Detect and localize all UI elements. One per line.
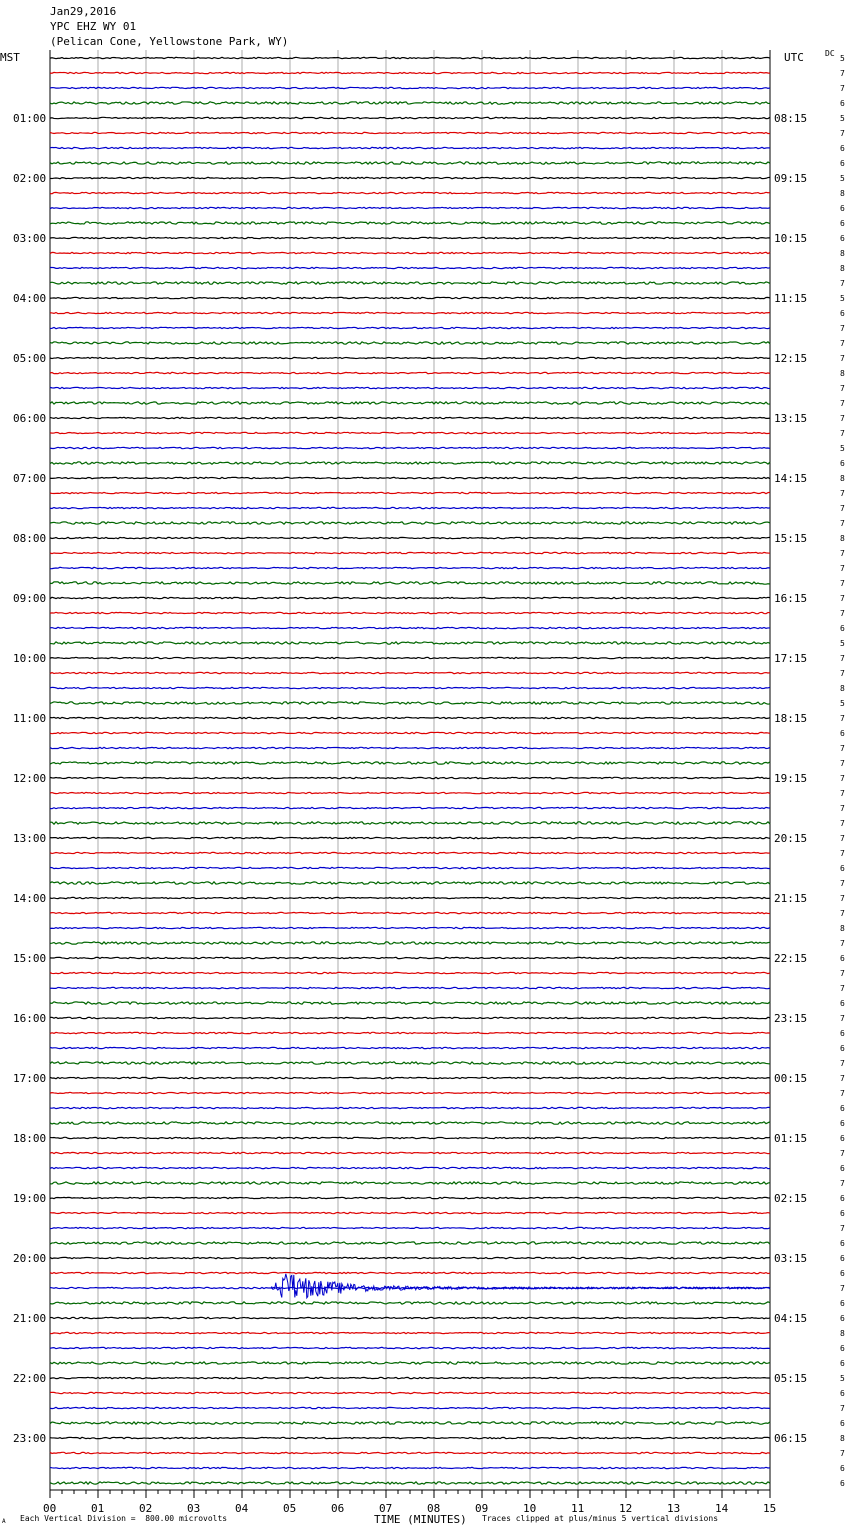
event-group	[271, 1274, 770, 1298]
dc-offset-label: 7	[840, 819, 845, 828]
left-hour-label: 16:00	[13, 1012, 47, 1025]
right-axis-label: UTC	[784, 51, 804, 64]
dc-offset-label: 7	[840, 519, 845, 528]
left-hour-label: 17:00	[13, 1072, 47, 1085]
left-hour-label: 03:00	[13, 232, 47, 245]
dc-offset-label: 8	[840, 924, 845, 933]
dc-offset-label: 8	[840, 1434, 845, 1443]
trace-row-50	[50, 807, 770, 808]
trace-row-89	[50, 1392, 770, 1393]
dc-offset-label: 7	[840, 1089, 845, 1098]
dc-offset-label: 7	[840, 744, 845, 753]
trace-row-78	[50, 1227, 770, 1228]
left-hour-label: 01:00	[13, 112, 47, 125]
trace-row-12	[50, 237, 770, 238]
dc-offset-label: 8	[840, 684, 845, 693]
dc-offset-label: 7	[840, 774, 845, 783]
dc-offset-label: 6	[840, 624, 845, 633]
right-hour-label: 01:15	[774, 1132, 808, 1145]
dc-offset-label: 6	[840, 309, 845, 318]
scale-text: Each Vertical Division = 800.00 microvolts	[20, 1514, 228, 1523]
dc-offset-label: 8	[840, 1329, 845, 1338]
trace-row-18	[50, 327, 770, 328]
right-hour-label: 14:15	[774, 472, 808, 485]
dc-offset-label: 6	[840, 159, 845, 168]
x-tick-label: 12	[619, 1502, 633, 1515]
trace-row-15	[50, 282, 770, 284]
trace-row-36	[50, 597, 770, 598]
dc-offset-label: 7	[840, 1404, 845, 1413]
trace-row-80	[50, 1257, 770, 1258]
trace-row-42	[50, 687, 770, 688]
trace-row-4	[50, 117, 770, 118]
trace-row-75	[50, 1182, 770, 1184]
trace-row-37	[50, 612, 770, 613]
left-hour-label: 12:00	[13, 772, 47, 785]
dc-offset-label: 8	[840, 249, 845, 258]
dc-offset-label: 6	[840, 1419, 845, 1428]
right-hour-label: 10:15	[774, 232, 808, 245]
trace-row-88	[50, 1377, 770, 1378]
dc-offset-label: 7	[840, 849, 845, 858]
dc-offset-label: 6	[840, 1299, 845, 1308]
left-hour-label: 09:00	[13, 592, 47, 605]
dc-offset-label: 6	[840, 864, 845, 873]
trace-row-41	[50, 672, 770, 673]
trace-row-31	[50, 522, 770, 524]
x-tick-label: 06	[331, 1502, 345, 1515]
left-hour-label: 22:00	[13, 1372, 47, 1385]
trace-row-33	[50, 552, 770, 553]
dc-offset-label: 7	[840, 1149, 845, 1158]
trace-row-16	[50, 297, 770, 298]
trace-row-45	[50, 732, 770, 733]
dc-offset-label: 7	[840, 789, 845, 798]
trace-row-1	[50, 72, 770, 73]
trace-row-14	[50, 267, 770, 268]
trace-row-67	[50, 1062, 770, 1064]
left-hour-label: 02:00	[13, 172, 47, 185]
event-waveform	[271, 1274, 770, 1298]
right-hour-label: 00:15	[774, 1072, 808, 1085]
right-hour-label: 22:15	[774, 952, 808, 965]
dc-offset-label: 7	[840, 84, 845, 93]
dc-offset-label: 6	[840, 1464, 845, 1473]
trace-row-55	[50, 882, 770, 884]
trace-row-40	[50, 657, 770, 658]
dc-offset-label: 7	[840, 594, 845, 603]
dc-offset-label: 8	[840, 534, 845, 543]
trace-row-63	[50, 1002, 770, 1004]
dc-offset-label: 6	[840, 99, 845, 108]
dc-offset-label: 7	[840, 1014, 845, 1023]
left-hour-label: 08:00	[13, 532, 47, 545]
x-tick-label: 02	[139, 1502, 153, 1515]
trace-row-61	[50, 972, 770, 973]
dc-offset-label: 7	[840, 1284, 845, 1293]
left-hour-label: 18:00	[13, 1132, 47, 1145]
right-hour-label: 20:15	[774, 832, 808, 845]
trace-row-65	[50, 1032, 770, 1033]
trace-row-93	[50, 1452, 770, 1453]
dc-offset-label: 7	[840, 129, 845, 138]
dc-offset-label: 6	[840, 1344, 845, 1353]
dc-offset-label: 7	[840, 489, 845, 498]
trace-row-79	[50, 1242, 770, 1244]
dc-offset-label: 5	[840, 444, 845, 453]
trace-row-27	[50, 462, 770, 464]
dc-offset-label: 6	[840, 999, 845, 1008]
trace-row-8	[50, 177, 770, 178]
dc-offset-label: 8	[840, 369, 845, 378]
trace-row-6	[50, 147, 770, 148]
x-tick-label: 10	[523, 1502, 537, 1515]
trace-row-52	[50, 837, 770, 838]
dc-offset-label: 5	[840, 174, 845, 183]
dc-offset-label: 7	[840, 1449, 845, 1458]
trace-row-95	[50, 1482, 770, 1484]
trace-row-72	[50, 1137, 770, 1138]
dc-offset-label: 8	[840, 264, 845, 273]
left-hour-label: 07:00	[13, 472, 47, 485]
trace-row-54	[50, 867, 770, 868]
left-hour-label: 20:00	[13, 1252, 47, 1265]
right-hour-label: 19:15	[774, 772, 808, 785]
left-hour-label: 05:00	[13, 352, 47, 365]
dc-offset-label: 7	[840, 1179, 845, 1188]
dc-offset-label: 7	[840, 504, 845, 513]
left-hour-label: 10:00	[13, 652, 47, 665]
trace-row-64	[50, 1017, 770, 1018]
dc-label: DC	[825, 49, 835, 58]
trace-row-43	[50, 702, 770, 704]
trace-row-44	[50, 717, 770, 718]
dc-offset-label: 7	[840, 384, 845, 393]
dc-offset-label: 8	[840, 189, 845, 198]
dc-offset-label: 7	[840, 1059, 845, 1068]
right-hour-label: 11:15	[774, 292, 808, 305]
dc-offset-label: 7	[840, 939, 845, 948]
trace-row-20	[50, 357, 770, 358]
trace-row-38	[50, 627, 770, 628]
dc-offset-label: 7	[840, 969, 845, 978]
footer-mark: A	[2, 1518, 6, 1525]
left-hour-label: 19:00	[13, 1192, 47, 1205]
dc-offset-label: 6	[840, 1314, 845, 1323]
dc-offset-label: 6	[840, 729, 845, 738]
dc-offset-label: 6	[840, 954, 845, 963]
right-hour-label: 12:15	[774, 352, 808, 365]
dc-offset-label: 7	[840, 984, 845, 993]
dc-offset-label: 5	[840, 1374, 845, 1383]
dc-offset-label: 5	[840, 294, 845, 303]
dc-offset-label: 7	[840, 69, 845, 78]
x-tick-label: 13	[667, 1502, 681, 1515]
dc-offset-label: 7	[840, 354, 845, 363]
trace-row-11	[50, 222, 770, 224]
trace-row-34	[50, 567, 770, 568]
trace-row-9	[50, 192, 770, 193]
trace-row-48	[50, 777, 770, 778]
right-hour-label: 13:15	[774, 412, 808, 425]
left-hour-label: 04:00	[13, 292, 47, 305]
trace-row-68	[50, 1077, 770, 1078]
date-label: Jan29,2016	[50, 5, 117, 18]
dc-offset-label: 6	[840, 1209, 845, 1218]
trace-row-86	[50, 1347, 770, 1348]
trace-row-29	[50, 492, 770, 493]
left-hour-label: 21:00	[13, 1312, 47, 1325]
trace-row-7	[50, 162, 770, 164]
dc-offset-label: 7	[840, 909, 845, 918]
trace-row-53	[50, 852, 770, 853]
x-tick-label: 09	[475, 1502, 489, 1515]
right-hour-label: 05:15	[774, 1372, 808, 1385]
trace-row-23	[50, 402, 770, 404]
trace-row-69	[50, 1092, 770, 1093]
trace-row-13	[50, 252, 770, 253]
left-hour-label: 23:00	[13, 1432, 47, 1445]
dc-offset-label: 7	[840, 429, 845, 438]
dc-offset-label: 6	[840, 1239, 845, 1248]
dc-offset-label: 6	[840, 1134, 845, 1143]
dc-offset-label: 7	[840, 564, 845, 573]
trace-row-87	[50, 1362, 770, 1364]
trace-row-46	[50, 747, 770, 748]
dc-offset-label: 7	[840, 339, 845, 348]
trace-row-21	[50, 372, 770, 373]
x-tick-label: 15	[763, 1502, 777, 1515]
trace-row-35	[50, 582, 770, 584]
station-label: YPC EHZ WY 01	[50, 20, 137, 33]
dc-offset-label: 7	[840, 894, 845, 903]
trace-row-90	[50, 1407, 770, 1408]
trace-row-30	[50, 507, 770, 508]
right-hour-label: 04:15	[774, 1312, 808, 1325]
location-label: (Pelican Cone, Yellowstone Park, WY)	[50, 35, 289, 48]
left-axis-label: MST	[0, 51, 20, 64]
x-tick-label: 00	[43, 1502, 57, 1515]
trace-row-66	[50, 1047, 770, 1048]
dc-offset-label: 6	[840, 144, 845, 153]
trace-row-32	[50, 537, 770, 538]
x-tick-label: 11	[571, 1502, 585, 1515]
dc-offset-label: 5	[840, 639, 845, 648]
trace-row-5	[50, 132, 770, 133]
trace-row-91	[50, 1422, 770, 1424]
dc-offset-label: 7	[840, 399, 845, 408]
right-hour-label: 08:15	[774, 112, 808, 125]
trace-row-85	[50, 1332, 770, 1333]
dc-offset-label: 7	[840, 834, 845, 843]
trace-row-47	[50, 762, 770, 764]
dc-offset-label: 7	[840, 324, 845, 333]
trace-row-22	[50, 387, 770, 388]
trace-row-58	[50, 927, 770, 928]
left-hour-label: 11:00	[13, 712, 47, 725]
dc-offset-label: 6	[840, 234, 845, 243]
dc-offset-label: 6	[840, 1194, 845, 1203]
trace-row-56	[50, 897, 770, 898]
dc-offset-label: 7	[840, 1074, 845, 1083]
dc-offset-label: 6	[840, 1044, 845, 1053]
trace-row-3	[50, 102, 770, 104]
trace-row-24	[50, 417, 770, 418]
x-tick-label: 07	[379, 1502, 393, 1515]
dc-offset-label: 5	[840, 699, 845, 708]
left-hour-label: 14:00	[13, 892, 47, 905]
dc-offset-label: 6	[840, 1389, 845, 1398]
trace-row-28	[50, 477, 770, 478]
trace-row-57	[50, 912, 770, 913]
dc-offset-label: 7	[840, 714, 845, 723]
dc-offset-label: 6	[840, 1254, 845, 1263]
x-tick-label: 14	[715, 1502, 729, 1515]
trace-row-25	[50, 432, 770, 433]
trace-row-70	[50, 1107, 770, 1108]
dc-offset-label: 7	[840, 414, 845, 423]
trace-row-94	[50, 1467, 770, 1468]
trace-row-26	[50, 447, 770, 448]
dc-offset-label: 7	[840, 609, 845, 618]
right-hour-label: 21:15	[774, 892, 808, 905]
dc-offset-label: 6	[840, 1359, 845, 1368]
right-hour-label: 16:15	[774, 592, 808, 605]
dc-offset-label: 5	[840, 54, 845, 63]
x-tick-label: 01	[91, 1502, 105, 1515]
dc-offset-label: 7	[840, 669, 845, 678]
trace-row-74	[50, 1167, 770, 1168]
dc-offset-label: 7	[840, 759, 845, 768]
trace-row-76	[50, 1197, 770, 1198]
dc-offset-label: 6	[840, 1104, 845, 1113]
dc-offset-label: 6	[840, 1029, 845, 1038]
dc-offset-label: 7	[840, 579, 845, 588]
right-hour-label: 18:15	[774, 712, 808, 725]
dc-offset-label: 7	[840, 804, 845, 813]
x-tick-label: 03	[187, 1502, 201, 1515]
dc-offset-label: 6	[840, 204, 845, 213]
trace-row-81	[50, 1272, 770, 1273]
trace-row-71	[50, 1122, 770, 1124]
trace-row-19	[50, 342, 770, 344]
x-tick-label: 05	[283, 1502, 297, 1515]
left-hour-label: 15:00	[13, 952, 47, 965]
dc-offset-label: 7	[840, 549, 845, 558]
left-hour-label: 06:00	[13, 412, 47, 425]
dc-offset-label: 7	[840, 1224, 845, 1233]
clip-text: Traces clipped at plus/minus 5 vertical divisions	[482, 1514, 719, 1523]
trace-row-60	[50, 957, 770, 958]
dc-offset-label: 6	[840, 1164, 845, 1173]
right-hour-label: 09:15	[774, 172, 808, 185]
trace-row-84	[50, 1317, 770, 1318]
dc-offset-label: 5	[840, 114, 845, 123]
right-hour-label: 17:15	[774, 652, 808, 665]
x-tick-label: 04	[235, 1502, 249, 1515]
trace-row-39	[50, 642, 770, 644]
trace-row-62	[50, 987, 770, 988]
right-hour-label: 02:15	[774, 1192, 808, 1205]
trace-row-49	[50, 792, 770, 793]
trace-row-10	[50, 207, 770, 208]
axis-group	[43, 1490, 776, 1515]
right-hour-label: 03:15	[774, 1252, 808, 1265]
dc-offset-label: 6	[840, 1479, 845, 1488]
trace-row-51	[50, 822, 770, 824]
dc-offset-label: 7	[840, 279, 845, 288]
dc-offset-label: 7	[840, 654, 845, 663]
x-axis-label: TIME (MINUTES)	[374, 1513, 467, 1526]
trace-row-77	[50, 1212, 770, 1213]
dc-offset-label: 8	[840, 474, 845, 483]
dc-offset-label: 7	[840, 879, 845, 888]
x-tick-label: 08	[427, 1502, 441, 1515]
trace-group	[50, 57, 770, 1484]
trace-row-92	[50, 1437, 770, 1438]
right-hour-label: 15:15	[774, 532, 808, 545]
right-hour-label: 23:15	[774, 1012, 808, 1025]
left-hour-label: 13:00	[13, 832, 47, 845]
dc-offset-label: 6	[840, 1119, 845, 1128]
trace-row-59	[50, 942, 770, 944]
trace-row-83	[50, 1302, 770, 1304]
dc-offset-label: 6	[840, 1269, 845, 1278]
right-hour-label: 06:15	[774, 1432, 808, 1445]
trace-row-2	[50, 87, 770, 88]
trace-row-0	[50, 57, 770, 58]
dc-offset-label: 6	[840, 219, 845, 228]
trace-row-73	[50, 1152, 770, 1153]
dc-offset-label: 6	[840, 459, 845, 468]
trace-row-17	[50, 312, 770, 313]
